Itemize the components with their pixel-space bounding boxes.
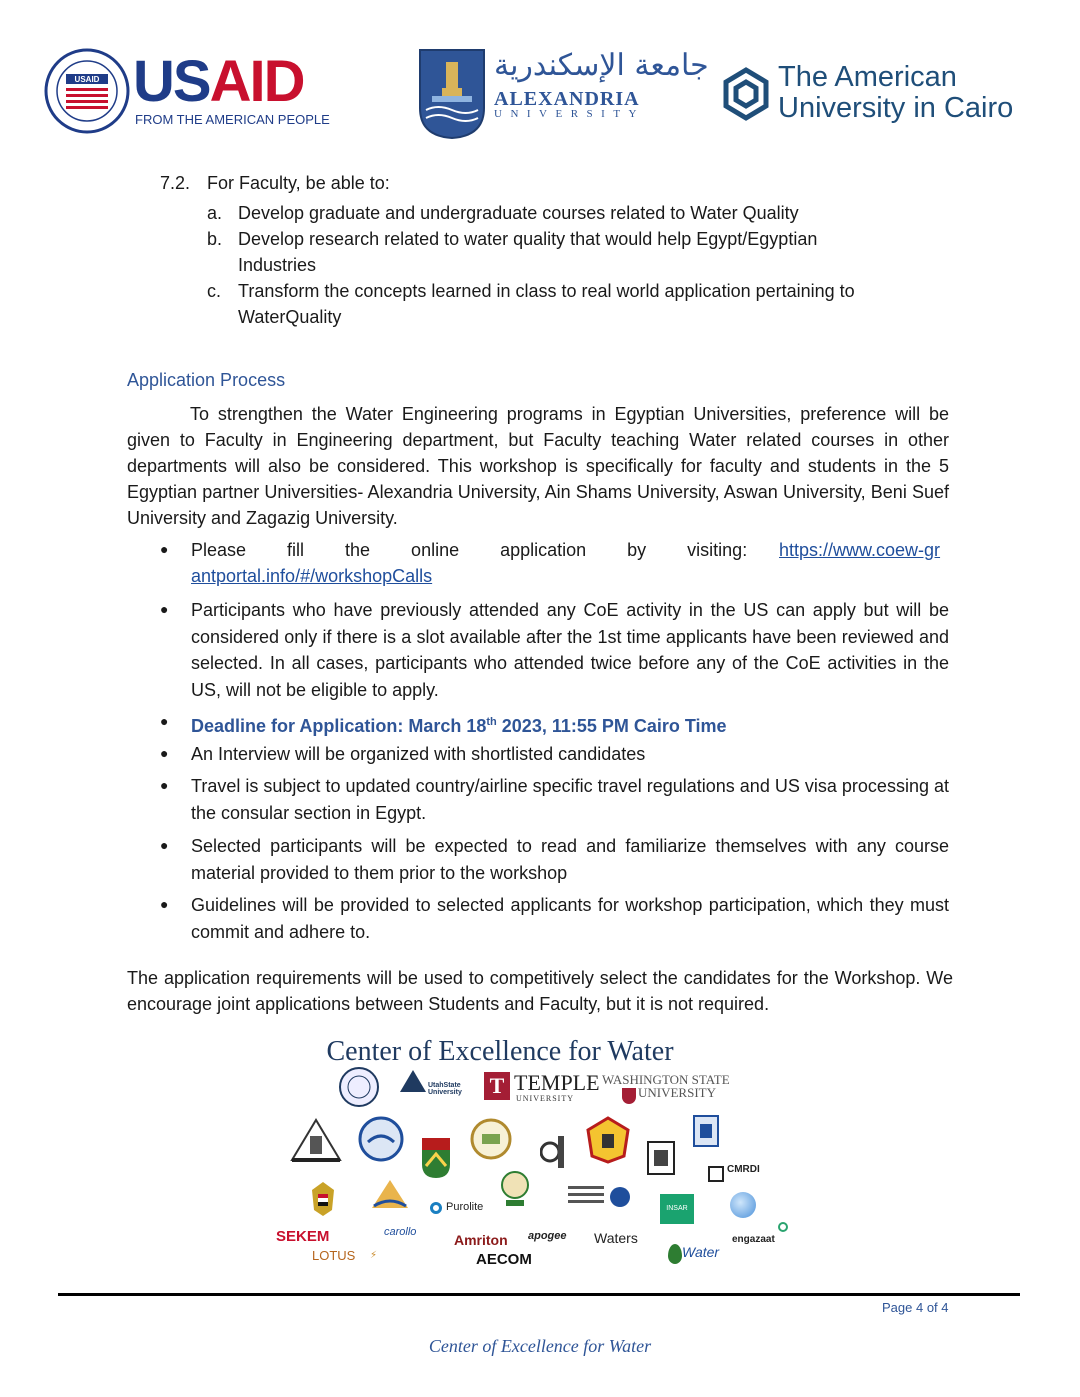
water-authority-logo (370, 1178, 410, 1212)
lotus-logo: LOTUS (312, 1248, 356, 1263)
apogee-logo: apogee (528, 1230, 567, 1242)
list-item-letter: a. (207, 203, 223, 223)
list-item-continuation: Industries (238, 255, 317, 275)
carollo-logo: carollo (384, 1226, 417, 1238)
footer-divider (58, 1293, 1020, 1296)
bullet-icon: ● (160, 896, 169, 912)
list-item: Travel is subject to updated country/airline specific travel regulations and US visa processing at the consular section in Egypt. (191, 776, 949, 823)
engazaat-icon (778, 1222, 788, 1232)
bullet-icon: ● (160, 745, 169, 761)
bullet-icon: ● (160, 541, 169, 557)
svg-text:USAID: USAID (74, 75, 100, 84)
list-item: Develop research related to water quality that would help Egypt/Egyptian (238, 229, 818, 249)
wsu-shield-icon (622, 1088, 636, 1104)
university-circle-logo (470, 1118, 512, 1160)
sekem-logo: SEKEM (276, 1228, 330, 1245)
auc-emblem-icon (718, 66, 774, 122)
university-crest-logo (692, 1114, 720, 1148)
usaid-wordmark: USAID (133, 49, 304, 114)
faculty-section-number: 7.2. (160, 173, 191, 193)
coe-title: Center of Excellence for Water (326, 1036, 674, 1067)
list-item: Guidelines will be provided to selected applicants for workshop participation, which they must commit and adhere to. (191, 895, 949, 942)
aswan-logo (500, 1170, 530, 1210)
utah-state-icon (398, 1068, 428, 1094)
amriton-logo: Amriton (454, 1232, 508, 1248)
zagazig-logo (586, 1116, 630, 1164)
auc-name: The American University in Cairo (778, 61, 1014, 124)
globe-icon (730, 1192, 756, 1218)
intro-paragraph: To strengthen the Water Engineering programs in Egyptian Universities, preference will be given to Faculty in Engineering department, but Faculty teaching Water related courses in other departments will also be considered. This workshop is specifically for faculty and students in the 5 Egyptian partner Universities- Alexandria University, Ain Shams University, Aswan University, Beni Suef University and Zagazig University. (127, 404, 949, 528)
section-heading: Application Process (127, 370, 286, 390)
deadline-text: Deadline for Application: March 18th 2023, 11:55 PM Cairo Time (191, 716, 727, 736)
alexandria-arabic-name: جامعة الإسكندرية (494, 48, 709, 83)
beni-suef-logo (646, 1140, 676, 1176)
cmrdi-logo: CMRDI (727, 1164, 760, 1175)
insar-logo: INSAR (660, 1194, 694, 1224)
temple-icon: T (484, 1072, 510, 1100)
wsu-logo: WASHINGTON STATE (602, 1072, 730, 1087)
usaid-tagline: FROM THE AMERICAN PEOPLE (135, 112, 330, 127)
waters-logo: Waters (594, 1230, 638, 1246)
water-research-logo: Water (682, 1244, 720, 1260)
university-round-logo (358, 1116, 404, 1162)
alexandria-university-label: UNIVERSITY (494, 108, 645, 120)
water-research-icon (668, 1244, 682, 1264)
list-item: An Interview will be organized with shortlisted candidates (191, 744, 646, 764)
list-item-continuation: WaterQuality (238, 307, 342, 327)
aecom-logo: AECOM (476, 1251, 532, 1268)
workshop-application-link-text[interactable]: https://www.coew-grantportal.info/#/workshopCalls (191, 540, 941, 586)
link-prefix: Please fill the online application by visiting: (191, 540, 748, 560)
closing-paragraph: The application requirements will be used to competitively select the candidates for the Workshop. We encourage joint applications between Students and Faculty, but it is not required. (127, 968, 953, 1014)
university-seal-logo (338, 1066, 380, 1108)
list-item-letter: c. (207, 281, 222, 301)
bullet-icon: ● (160, 601, 169, 617)
list-item: Participants who have previously attended any CoE activity in the US can apply but will be considered only if there is a slot available after the 1st time applicants have been reviewed and selected. In all cases, participants who attended twice before any of the CoE activities in the US, will not be eligible to apply. (191, 600, 949, 700)
list-item: Selected participants will be expected to read and familiarize themselves with any course material provided to them prior to the workshop (191, 836, 949, 883)
alexandria-crest-logo (418, 48, 486, 140)
footer-title: Center of Excellence for Water (428, 1336, 652, 1356)
university-shield-logo (420, 1136, 452, 1180)
page-number: Page 4 of 4 (882, 1300, 949, 1315)
bullet-icon: ● (160, 713, 169, 729)
list-item-letter: b. (207, 229, 223, 249)
ain-shams-logo (288, 1116, 344, 1164)
purolite-logo: Purolite (446, 1201, 484, 1213)
list-item: Develop graduate and undergraduate courses related to Water Quality (238, 203, 799, 223)
list-item: Transform the concepts learned in class to real world application pertaining to (238, 281, 855, 301)
faculty-intro: For Faculty, be able to: (207, 173, 390, 193)
egypt-eagle-logo (308, 1180, 338, 1218)
utah-state-logo: UtahState University (428, 1082, 462, 1096)
wsu-subtitle: UNIVERSITY (638, 1085, 716, 1100)
temple-subtitle: UNIVERSITY (516, 1094, 574, 1103)
alexandria-name: ALEXANDRIA (494, 88, 640, 110)
cmrdi-icon (708, 1166, 724, 1182)
research-institute-logo (540, 1132, 570, 1172)
academy-scientific-research-logo (566, 1180, 632, 1214)
purolite-icon (430, 1202, 442, 1214)
temple-logo: TEMPLE (514, 1070, 600, 1095)
fred-logo: ⚡ (370, 1250, 378, 1261)
engazaat-logo: engazaat (732, 1234, 775, 1245)
bullet-icon: ● (160, 777, 169, 793)
bullet-icon: ● (160, 837, 169, 853)
usaid-seal-logo (44, 48, 130, 134)
